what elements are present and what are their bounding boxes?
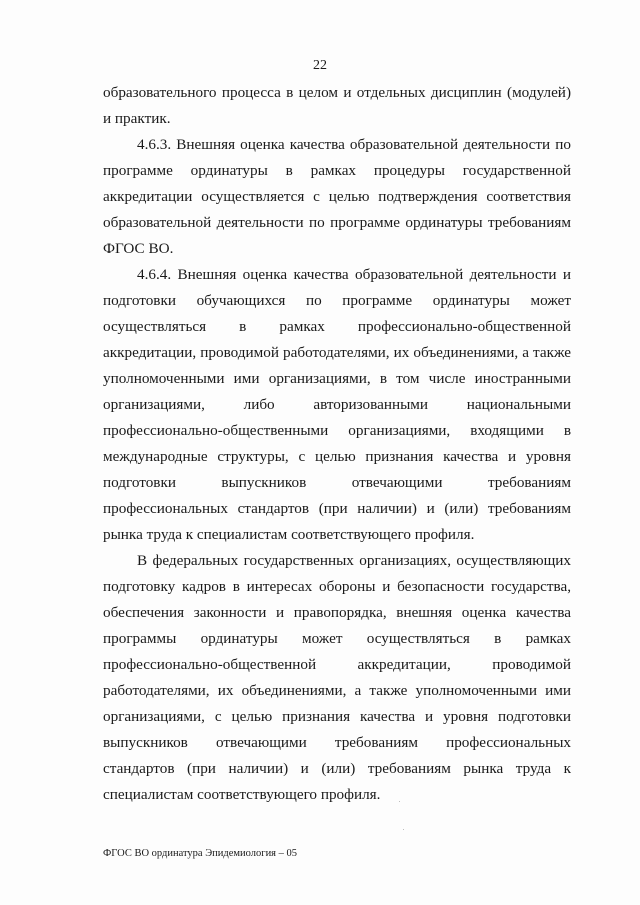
scan-speck [403, 829, 404, 830]
document-footer: ФГОС ВО ординатура Эпидемиология – 05 [103, 848, 298, 859]
scan-speck [399, 801, 400, 802]
paragraph-federal-organizations: В федеральных государственных организациях, осуществляющих подготовку кадров в интересах обороны и безопасности государства, обеспечения законности и правопорядка, внешняя оценка качества программы ординатуры может осуществляться в рамках профессионально-общественной аккредитации, проводимой работодателями, их объединениями, а также уполномоченными ими организациями, с целью признания качества и уровня подготовки выпускников отвечающими требованиям профессиональных стандартов (при наличии) и (или) требованиям рынка труда к специалистам соответствующего профиля. [103, 552, 571, 803]
paragraph-4-6-4: 4.6.4. Внешняя оценка качества образовательной деятельности и подготовки обучающихся по программе ординатуры может осуществляться в рамках профессионально-общественной аккредитации, проводимой работодателями, их объединениями, а также уполномоченными ими организациями, в том числе иностранными организациями, либо авторизованными национальными профессионально-общественными организациями, входящими в международные структуры, с целью признания качества и уровня подготовки выпускников отвечающими требованиям профессиональных стандартов (при наличии) и (или) требованиям рынка труда к специалистам соответствующего профиля. [103, 266, 571, 543]
paragraph-4-6-3: 4.6.3. Внешняя оценка качества образовательной деятельности по программе ординатуры в рамках процедуры государственной аккредитации осуществляется с целью подтверждения соответствия образовательной деятельности по программе ординатуры требованиям ФГОС ВО. [103, 136, 571, 257]
body-text [103, 80, 571, 808]
paragraph-continuation: образовательного процесса в целом и отдельных дисциплин (модулей) и практик. [103, 84, 571, 127]
page-number: 22 [313, 58, 327, 73]
